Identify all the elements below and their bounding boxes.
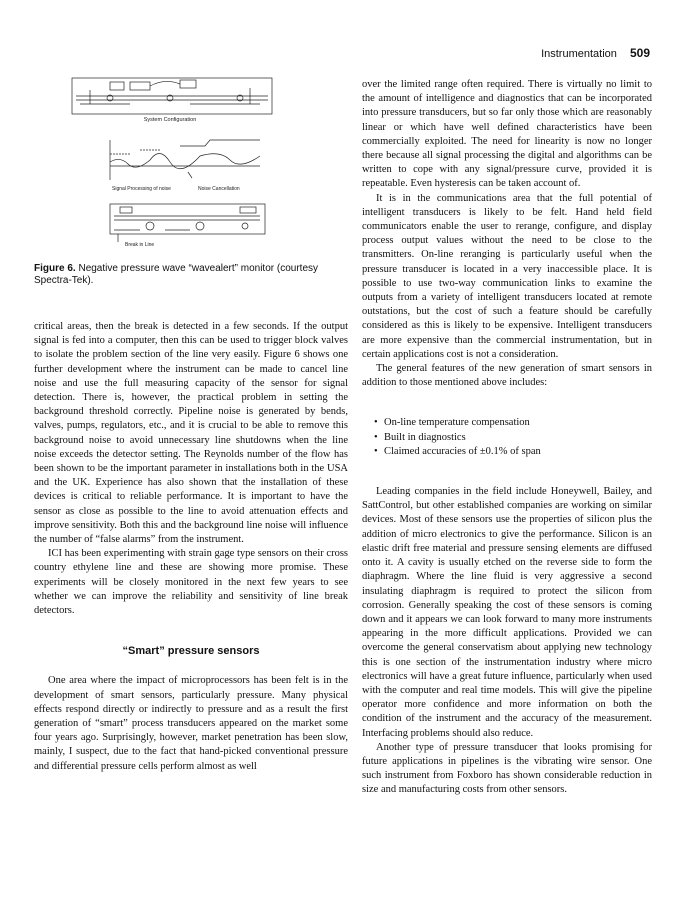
figure-caption-label: Figure 6. <box>34 263 76 274</box>
figure-panel1-label: System Configuration <box>143 117 197 123</box>
section-heading-smart-pressure-sensors: “Smart” pressure sensors <box>122 645 260 658</box>
figure-panel2-left-label: Signal Processing of noise <box>112 186 171 192</box>
bullet-item: • Claimed accuracies of ±0.1% of span <box>374 445 652 459</box>
figure-panel-noise-signals <box>110 140 260 180</box>
right-paragraph-1: over the limited range often required. There is virtually no limit to the amount of intelligence and diagnostics that can be incorporated into pressure transducers, but so far only those which are reasonably linear or which have well defined characteristics have been commercially exploited. The need for linearity is now no longer there because all signal processing the digital and algorithms can be written to cope with any signal/pressure curve, provided it is repeatable. Even hysteresis can be taken account of. <box>362 79 652 190</box>
feature-bullet-list <box>362 416 652 459</box>
right-paragraph-5: Another type of pressure transducer that looks promising for future applications in pipelines is the vibrating wire sensor. One such instrument from Foxboro has shown considerable reduction in size and manufacturing costs from other sensors. <box>362 741 652 796</box>
figure-panel-system-configuration <box>72 78 272 114</box>
header-section-title: Instrumentation <box>541 48 617 60</box>
figure-caption <box>34 263 348 287</box>
figure-panel2-right-label: Noise Cancellation <box>198 186 240 192</box>
bullet-item: • On-line temperature compensation <box>374 416 652 430</box>
left-paragraph-2: ICI has been experimenting with strain gage type sensors on their cross country ethylene line and these are showing more promise. These experiments will be closely monitored in the next few years to see whether we can improve the reliability and sensitivity of line break detectors. <box>34 548 348 617</box>
figure-6-diagram <box>70 74 295 259</box>
page-number: 509 <box>629 46 650 60</box>
running-header <box>480 46 650 62</box>
figure-panel3-label: Break in Line <box>125 242 155 248</box>
left-paragraph-1: critical areas, then the break is detected in a few seconds. If the output signal is fed into a computer, then this can be used to trigger block valves to isolate the problem section of the line very easily. Figure 6 shows one further development where the instrument can be made to cancel line noise and use the full measuring capacity of the sensor for signal detection. There is, however, the practical problem in setting the background threshold correctly. Pipeline noise is generated by bends, valves, pumps, regulators, etc., and it is crucial to be able to remove this background noise to avoid unnecessary line shutdowns when the line noise exceeds the detector setting. The Reynolds number of the flow has been shown to be the important parameter in installations both in the USA and the UK. Experience has also shown that the installation of these devices is critical to reliable performance. It is important to have the sensor as close as possible to the line to avoid attenuation effects and improve sensitivity. Both this and the background line noise will influence the number of “false alarms” from the instrument. <box>34 321 348 546</box>
right-paragraph-4: Leading companies in the field include Honeywell, Bailey, and SattControl, but other established companies are working on similar devices. Most of these sensors use the properties of silicon plus the addition of micro electronics to give the performance. Silicon is an elastic drift free material and pressure sensing elements are diffused onto it. A cavity is usually etched on the reverse side to form the diaphragm. Where the line fluid is very aggressive a second insulating diaphragm is required to protect the silicon from corrosion. Generally speaking the cost of these sensors is coming down and it appears we can look forward to many more instruments appearing in the more difficult applications. Provided we can overcome the general conservatism about applying new technology this is one section of the instrumentation industry where micro electronics will have a great future influence, particularly when used with the computer and real time models. This will give the pipeline operator more confidence and more information on both the condition of the instrument and the accuracy of the measurement. Interfacing problems should also reduce. <box>362 486 652 739</box>
figure-caption-text: Negative pressure wave “wavealert” monitor (courtesy Spectra-Tek). <box>34 263 319 286</box>
left-paragraph-3: One area where the impact of microprocessors has been felt is in the development of smart sensors, particularly pressure. Many physical effects respond directly or indirectly to pressure and as a result the first generation of “smart” process transducers appeared on the market some four years ago. Surprisingly, however, market penetration has been slow, mainly, I suspect, due to the fact that hand-picked conventional pressure and differential pressure cells perform almost as well <box>34 675 348 772</box>
right-paragraph-2: It is in the communications area that the full potential of intelligent transducers is likely to be felt. Hand held field communicators enable the user to rerange, configure, and display process output values without the need to be close to the transmitters. On-line reranging is particularly useful when the pressure transducer is located in a very inaccessible place. It is possible to use two-way communication links to examine the outputs from a variety of intelligent transducers located at remote outstations, but the cost of such a feature should be carefully considered as this is likely to be expensive. Intelligent transducers are more expensive than the commercial instrumentation, but in certain applications cost is not a consideration. <box>362 192 652 360</box>
right-paragraph-3: The general features of the new generation of smart sensors in addition to those mentioned above includes: <box>362 363 652 389</box>
bullet-item: • Built in diagnostics <box>374 431 652 445</box>
figure-panel-break-in-line <box>110 204 265 242</box>
right-column <box>362 78 652 798</box>
left-column <box>34 320 348 774</box>
